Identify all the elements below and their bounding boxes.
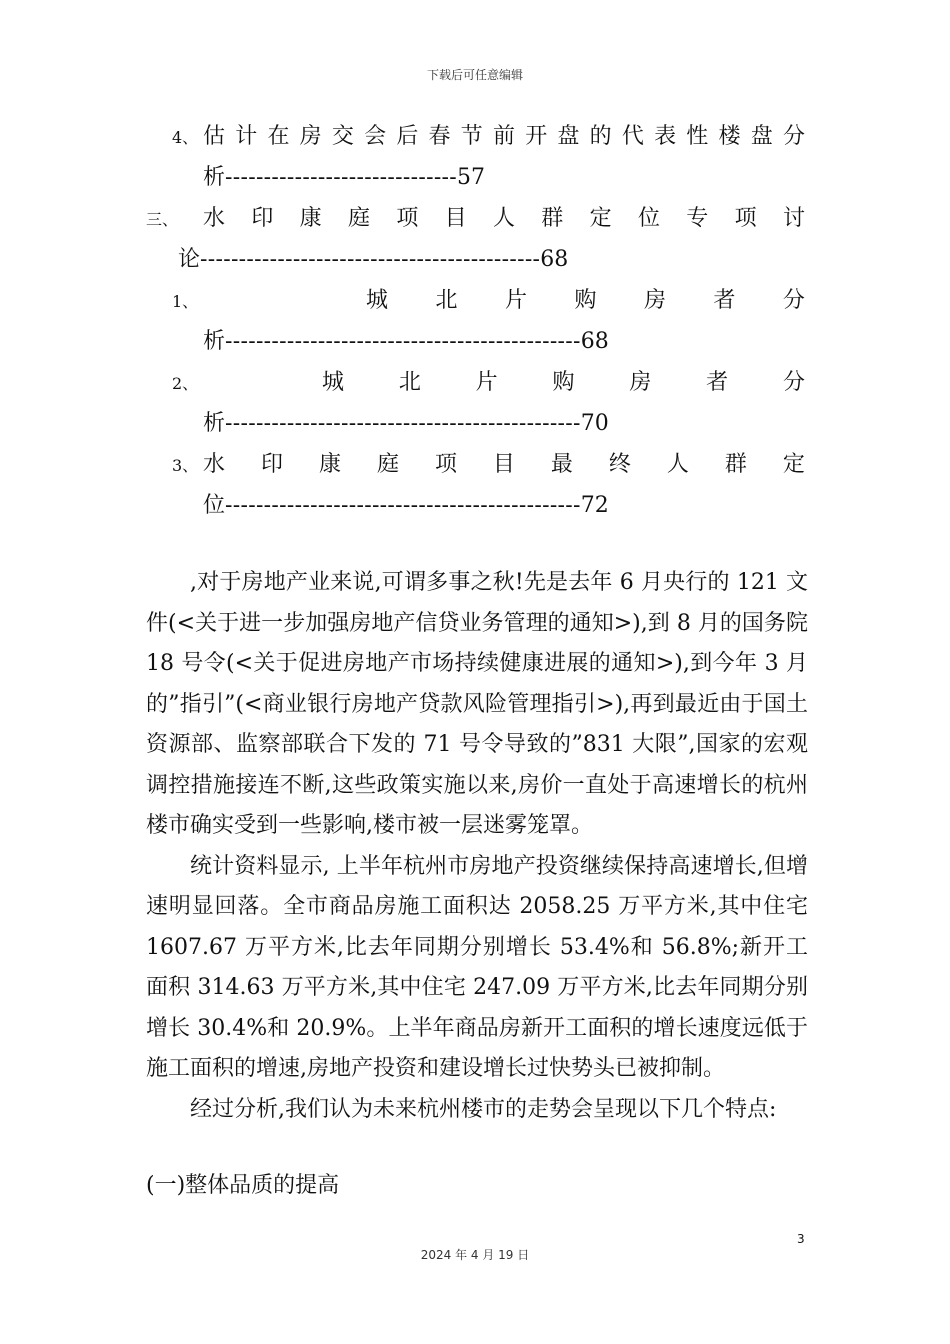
toc-title-char: 开 (525, 124, 548, 149)
toc-title-char: 者 (713, 288, 736, 313)
toc-title-char: 片 (504, 288, 527, 313)
toc-title-char: 会 (364, 124, 387, 149)
toc-entry-title (322, 368, 805, 398)
toc-title-char: 在 (267, 124, 290, 149)
toc-entry-leader: 论--------------------------------------------68 (178, 247, 569, 272)
toc-title-char: 水 (203, 452, 226, 477)
toc-title-char: 购 (574, 288, 597, 313)
toc-title-char: 水 (203, 206, 226, 231)
toc-entry (172, 368, 198, 399)
toc-title-char: 康 (299, 206, 322, 231)
toc-title-char: 庭 (347, 206, 370, 231)
toc-title-char: 群 (724, 452, 747, 477)
toc-title-char: 定 (589, 206, 612, 231)
toc-title-char: 目 (444, 206, 467, 231)
toc-title-char: 印 (251, 206, 274, 231)
toc-title-char: 者 (706, 370, 729, 395)
toc-title-char: 北 (435, 288, 458, 313)
toc-title-char: 分 (782, 370, 805, 395)
toc-title-char: 节 (460, 124, 483, 149)
toc-title-char: 片 (475, 370, 498, 395)
page-number: 3 (797, 1232, 805, 1246)
toc-title-char: 后 (396, 124, 419, 149)
toc-entry-number: 2、 (172, 374, 199, 393)
toc-title-char: 表 (654, 124, 677, 149)
toc-entry-title (203, 204, 805, 234)
toc-entry-number: 3、 (172, 456, 199, 475)
toc-title-char: 前 (492, 124, 515, 149)
toc-title-char: 性 (686, 124, 709, 149)
toc-title-char: 分 (782, 288, 805, 313)
paragraph: 统计资料显示, 上半年杭州市房地产投资继续保持高速增长,但增速明显回落。全市商品房施工面积达 2058.25 万平方米,其中住宅 1607.67 万平方米,比去年同期分别增长 53.4%和 56.8%;新开工面积 314.63 万平方米,其中住宅 247.09 万平方米,比去年同期分别增长 30.4%和 20.9%。上半年商品房新开工面积的增长速度远低于施工面积的增速,房地产投资和建设增长过快势头已被抑制。 (146, 853, 808, 1081)
toc-page-number: 70 (580, 411, 609, 436)
toc-title-char: 春 (428, 124, 451, 149)
toc-title-char: 讨 (782, 206, 805, 231)
toc-entry-title (203, 122, 805, 152)
body-text (146, 563, 808, 1130)
toc-entry-title (366, 286, 805, 316)
toc-title-char: 北 (398, 370, 421, 395)
toc-entry (172, 450, 198, 481)
toc-entry-number: 1、 (172, 292, 199, 311)
toc-title-char: 人 (666, 452, 689, 477)
toc-title-char: 目 (492, 452, 515, 477)
toc-title-char: 最 (550, 452, 573, 477)
paragraph: 经过分析,我们认为未来杭州楼市的走势会呈现以下几个特点: (190, 1096, 777, 1122)
page-header: 下载后可任意编辑 (426, 68, 523, 82)
toc-title-char: 定 (782, 452, 805, 477)
toc-title-char: 印 (260, 452, 283, 477)
toc-title-char: 房 (629, 370, 652, 395)
paragraph: ,对于房地产业来说,可谓多事之秋!先是去年 6 月央行的 121 文件(<关于进一步加强房地产信贷业务管理的通知>),到 8 月的国务院 18 号令(<关于促进房地产市场持续健康进展的通知>),到今年 3 月的”指引”(<商业银行房地产贷款风险管理指引>),再到最近由于国土资源部、监察部联合下发的 71 号令导致的”831 大限”,国家的宏观调控措施接连不断,这些政策实施以来,房价一直处于高速增长的杭州楼市确实受到一些影响,楼市被一层迷雾笼罩。 (146, 570, 808, 838)
toc-title-char: 房 (299, 124, 322, 149)
toc-entry-title (203, 450, 805, 480)
toc-title-char: 分 (782, 124, 805, 149)
toc-title-char: 位 (637, 206, 660, 231)
toc-entry (172, 286, 198, 317)
toc-title-char: 盘 (750, 124, 773, 149)
toc-title-char: 估 (203, 124, 226, 149)
toc-page-number: 68 (540, 247, 569, 272)
toc-title-char: 盘 (557, 124, 580, 149)
toc-entry-number: 三、 (146, 210, 179, 229)
toc-title-char: 计 (235, 124, 258, 149)
toc-title-char: 专 (686, 206, 709, 231)
toc-title-char: 庭 (376, 452, 399, 477)
footer-date: 2024 年 4 月 19 日 (420, 1248, 530, 1262)
toc-title-char: 的 (589, 124, 612, 149)
toc-title-char: 交 (331, 124, 354, 149)
toc-page-number: 72 (580, 493, 609, 518)
toc-title-char: 项 (434, 452, 457, 477)
toc-title-char: 群 (541, 206, 564, 231)
toc-title-char: 代 (621, 124, 644, 149)
toc-entry (172, 122, 198, 153)
toc-title-char: 终 (608, 452, 631, 477)
toc-title-char: 城 (366, 288, 389, 313)
toc-entry-leader: 位----------------------------------------------72 (203, 493, 609, 518)
toc-entry (146, 204, 178, 235)
toc-title-char: 项 (734, 206, 757, 231)
toc-entry-leader: 析----------------------------------------------68 (203, 329, 609, 354)
toc-title-char: 楼 (718, 124, 741, 149)
toc-entry-number: 4、 (172, 128, 199, 147)
toc-entry-leader: 析----------------------------------------------70 (203, 411, 609, 436)
toc-page-number: 57 (457, 165, 486, 190)
toc-title-char: 项 (396, 206, 419, 231)
toc-title-char: 城 (322, 370, 345, 395)
toc-title-char: 康 (318, 452, 341, 477)
toc-page-number: 68 (580, 329, 609, 354)
toc-title-char: 购 (552, 370, 575, 395)
toc-entry-leader: 析------------------------------57 (203, 165, 486, 190)
toc-title-char: 房 (643, 288, 666, 313)
toc-title-char: 人 (492, 206, 515, 231)
section-heading: (一)整体品质的提高 (146, 1173, 340, 1198)
